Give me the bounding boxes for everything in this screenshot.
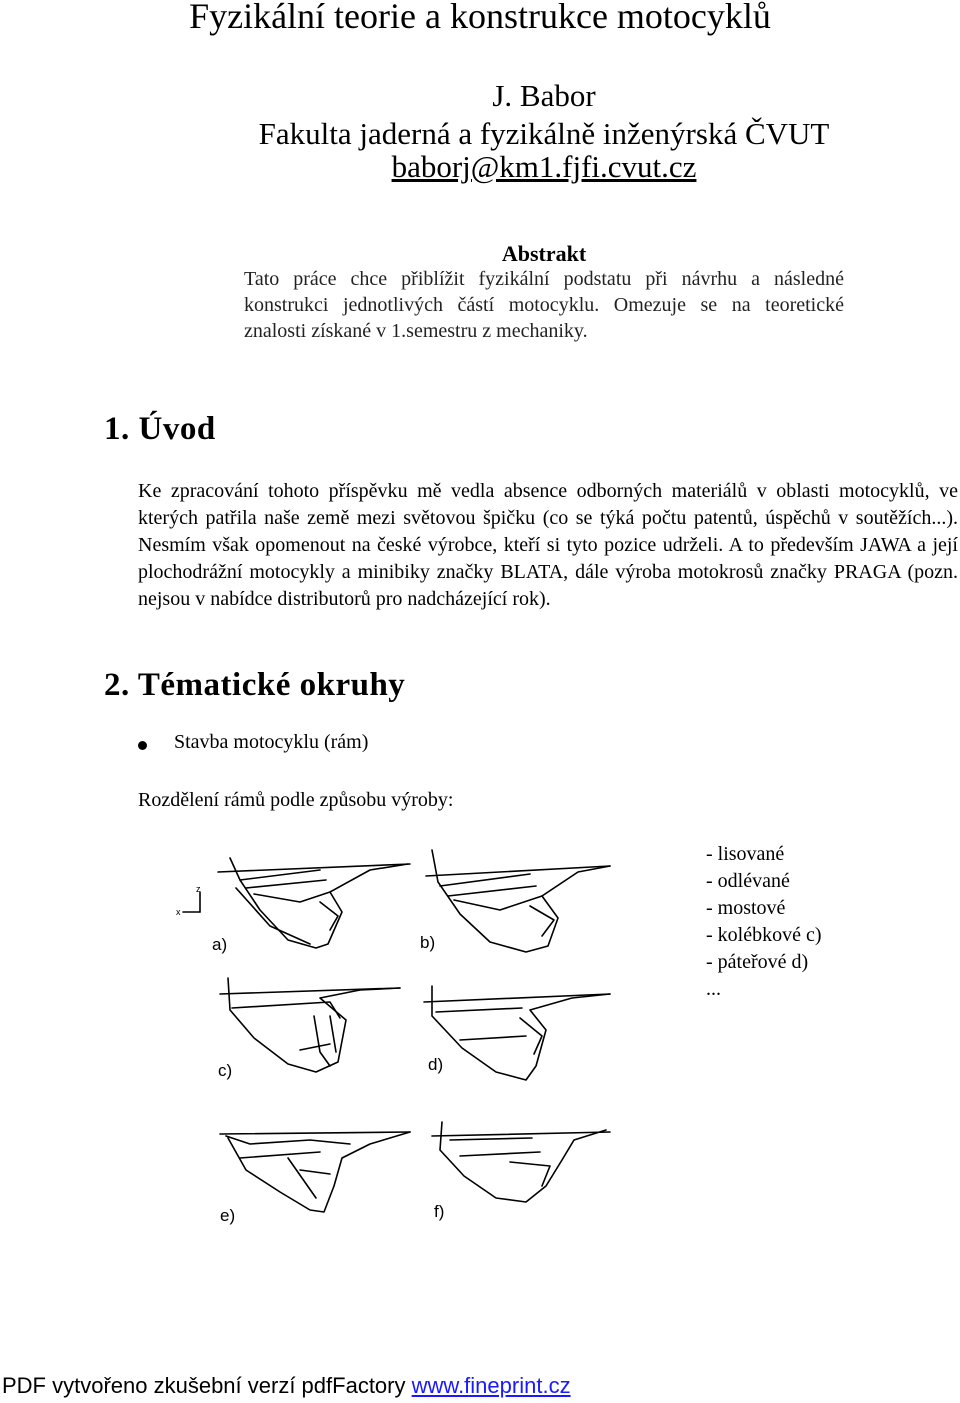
frames-intro-text: Rozdělení rámů podle způsobu výroby:: [138, 789, 454, 811]
author-name: J. Babor: [492, 78, 596, 113]
bullet-text: Stavba motocyklu (rám): [174, 731, 369, 753]
author-email[interactable]: baborj@km1.fjfi.cvut.cz: [391, 149, 697, 184]
panel-label-e: e): [220, 1206, 236, 1225]
frame-diagram-b: [426, 850, 610, 952]
frame-types-figure: [170, 840, 630, 1230]
section-topics-heading: 2. Tématické okruhy: [104, 667, 406, 703]
section-intro-text: Ke zpracování tohoto příspěvku mě vedla absence odborných materiálů v oblasti motocyklů, ve kterých patřila naše země mezi světovou špičku (co se týká počtu patentů, úspěchů v soutěžích...). Nesmím však opomenout na české výrobce, kteří si tyto pozice udrželi. A to především JAWA a její plochodrážní motocykly a minibiky značky BLATA, dále výroba motokrosů značky PRAGA (pozn. nejsou v nabídce distributorů pro nadcházející rok).: [138, 480, 958, 610]
panel-label-a: a): [212, 935, 228, 954]
author-affiliation: Fakulta jaderná a fyzikálně inženýrská ČVUT: [258, 116, 830, 151]
paper-title: Fyzikální teorie a konstrukce motocyklů: [189, 0, 771, 36]
frame-type-item: - lisované: [706, 843, 785, 865]
abstract-heading: Abstrakt: [501, 241, 587, 266]
axis-label-x: x: [176, 907, 181, 917]
frame-type-item: ...: [706, 978, 721, 1000]
frame-type-item: - odlévané: [706, 870, 790, 892]
axis-label-z: z: [196, 884, 201, 894]
frame-type-item: - páteřové d): [706, 951, 809, 973]
footer-text: PDF vytvořeno zkušební verzí pdfFactory: [2, 1373, 406, 1398]
section-intro-heading: 1. Úvod: [104, 411, 216, 447]
abstract-text: Tato práce chce přiblížit fyzikální podstatu při návrhu a následné konstrukci jednotlivých částí motocyklu. Omezuje se na teoretické znalosti získané v 1.semestru z mechaniky.: [244, 268, 844, 342]
panel-label-f: f): [434, 1202, 445, 1221]
frame-diagram-c: [220, 978, 400, 1072]
bullet-icon: [138, 741, 147, 750]
frame-diagram-d: [424, 986, 610, 1080]
frame-diagram-e: [220, 1132, 410, 1212]
frame-diagram-a: [218, 858, 410, 948]
pdf-footer: [2, 1373, 571, 1399]
axis-indicator: [176, 884, 201, 917]
frame-diagram-f: [432, 1122, 610, 1202]
frame-types-list: [706, 841, 822, 1003]
footer-link[interactable]: www.fineprint.cz: [411, 1373, 571, 1398]
frame-type-item: - mostové: [706, 897, 786, 919]
panel-label-b: b): [420, 933, 436, 952]
panel-label-d: d): [428, 1055, 444, 1074]
frame-type-item: - kolébkové c): [706, 924, 822, 946]
panel-label-c: c): [218, 1061, 233, 1080]
